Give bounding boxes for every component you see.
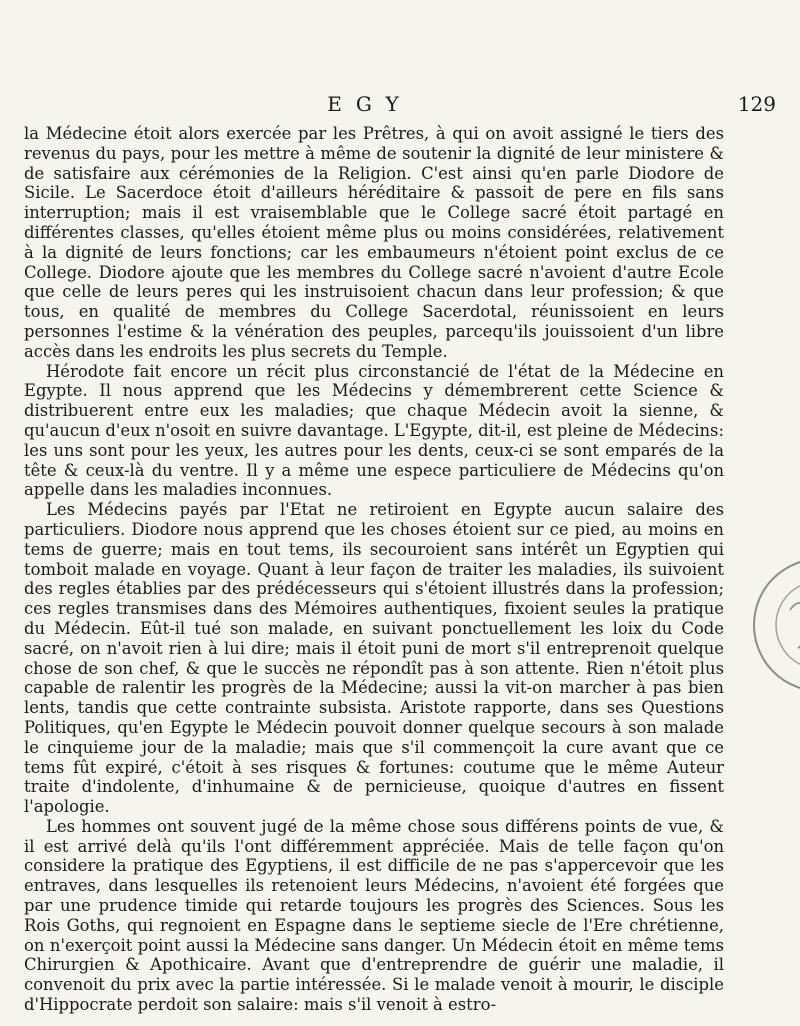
paragraph-1: la Médecine étoit alors exercée par les Prêtres, à qui on avoit assigné le tiers des revenus du pays, pour les mettre à même de soutenir la dignité de leur ministere & de satisfaire aux cérémonies de la Religion. C'est ainsi qu'en parle Diodore de Sicile. Le Sacerdoce étoit d'ailleurs héréditaire & passoit de pere en fils sans interruption; mais il est vraisemblable que le College sacré étoit partagé en différentes classes, qu'elles étoient même plus ou moins considérées, relativement à la dignité de leurs fonctions; car les embaumeurs n'étoient point exclus de ce College. Diodore ajoute que les membres du College sacré n'avoient d'autre Ecole que celle de leurs peres qui les instruisoient chacun dans leur profession; & que tous, en qualité de membres du College Sacerdotal, réunissoient en leurs personnes l'estime & la vénération des peuples, parcequ'ils jouissoient d'un libre accès dans les endroits les plus secrets du Temple. bbox=[24, 124, 724, 361]
page-number: 129 bbox=[737, 92, 776, 116]
paragraph-2: Hérodote fait encore un récit plus circonstancié de l'état de la Médecine en Egypte. Il nous apprend que les Médecins y démembrerent cette Science & distribuerent entre eux les maladies; que chaque Médecin avoit la sienne, & qu'aucun d'eux n'osoit en suivre davantage. L'Egypte, dit-il, est pleine de Médecins: les uns sont pour les yeux, les autres pour les dents, ceux-ci se sont emparés de la tête & ceux-là du ventre. Il y a même une espece particuliere de Médecins qu'on appelle dans les maladies inconnues. bbox=[24, 361, 724, 500]
paragraph-3: Les Médecins payés par l'Etat ne retiroient en Egypte aucun salaire des particuliers. Diodore nous apprend que les choses étoient sur ce pied, au moins en tems de guerre; mais en tout tems, ils secouroient sans intérêt un Egyptien qui tomboit malade en voyage. Quant à leur façon de traiter les maladies, ils suivoient des regles établies par des prédécesseurs qui s'étoient illustrés dans la profession; ces regles transmises dans des Mémoires authentiques, fixoient seules la pratique du Médecin. Eût-il tué son malade, en suivant ponctuellement les loix du Code sacré, on n'avoit rien à lui dire; mais il étoit puni de mort s'il entreprenoit quelque chose de son chef, & que le succès ne répondît pas à son attente. Rien n'étoit plus capable de ralentir les progrès de la Médecine; aussi la vit-on marcher à pas bien lents, tandis que cette contrainte subsista. Aristote rapporte, dans ses Questions Politiques, qu'en Egypte le Médecin pouvoit donner quelque secours à son malade le cinquieme jour de la maladie; mais que s'il commençoit la cure avant que ce tems fût expiré, c'étoit à ses risques & fortunes: coutume que le même Auteur traite d'indolente, d'inhumaine & de pernicieuse, quoique d'autres en fissent l'apologie. bbox=[24, 500, 724, 817]
running-head: EGY bbox=[327, 92, 413, 116]
body-text bbox=[24, 124, 724, 1015]
paragraph-4: Les hommes ont souvent jugé de la même chose sous différens points de vue, & il est arrivé delà qu'ils l'ont différemment appréciée. Mais de telle façon qu'on considere la pratique des Egyptiens, il est difficile de ne pas s'appercevoir que les entraves, dans lesquelles ils retenoient leurs Médecins, n'avoient été forgées que par une prudence timide qui retarde toujours les progrès des Sciences. Sous les Rois Goths, qui regnoient en Espagne dans le septieme siecle de l'Ere chrétienne, on n'exerçoit point aussi la Médecine sans danger. Un Médecin étoit en même tems Chirurgien & Apothicaire. Avant que d'entreprendre de guérir une maladie, il convenoit du prix avec la partie intéressée. Si le malade venoit à mourir, le disciple d'Hippocrate perdoit son salaire: mais s'il venoit à estro- bbox=[24, 816, 724, 1015]
page-header bbox=[0, 92, 800, 122]
library-stamp-icon bbox=[750, 540, 800, 714]
